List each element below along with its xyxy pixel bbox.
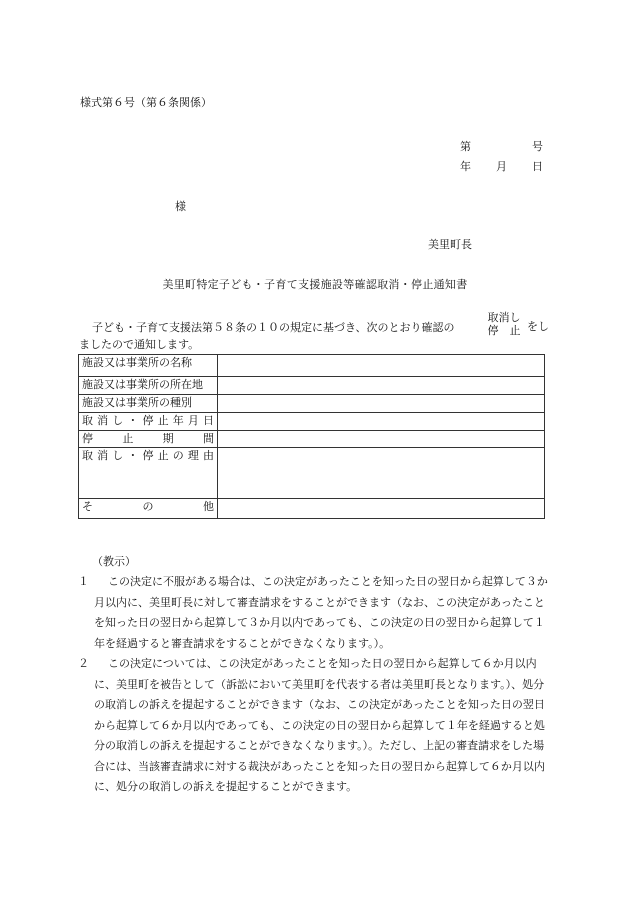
table-row bbox=[79, 448, 545, 499]
choice-suspend: 停 止 bbox=[487, 323, 521, 337]
table-row-label: 停 止 期 間 bbox=[79, 430, 218, 448]
facility-info-table bbox=[78, 354, 545, 519]
table-row-value bbox=[218, 499, 545, 519]
body-text-suffix: をし bbox=[527, 320, 549, 333]
table-row-value bbox=[218, 412, 545, 430]
table-row-label: 施設又は事業所の所在地 bbox=[79, 377, 218, 395]
table-row-value bbox=[218, 355, 545, 377]
notice-item-number: １ bbox=[78, 575, 89, 588]
table-row bbox=[79, 499, 545, 519]
table-row-label: そ の 他 bbox=[79, 499, 218, 519]
table-row-value bbox=[218, 448, 545, 499]
table-row bbox=[79, 412, 545, 430]
choice-cancel: 取消し bbox=[487, 311, 521, 324]
date-month-label: 月 bbox=[496, 160, 507, 173]
notice-item-text: この決定に不服がある場合は、この決定があったことを知った日の翌日から起算して３か月以内に、美里町長に対して審査請求をすることができます（なお、この決定があったことを知った日の翌日から起算して３か月以内であっても、この決定の日の翌日から起算して１年を経過すると審査請求をすることができなくなります。）。 bbox=[94, 575, 548, 650]
issuer-name: 美里町長 bbox=[428, 238, 472, 251]
date-day-label: 日 bbox=[532, 160, 543, 173]
document-title: 美里町特定子ども・子育て支援施設等確認取消・停止通知書 bbox=[162, 278, 468, 291]
table-row bbox=[79, 355, 545, 377]
table-row bbox=[79, 430, 545, 448]
table-row-value bbox=[218, 377, 545, 395]
addressee-honorific: 様 bbox=[175, 200, 186, 213]
table-row-label: 取 消 し ・ 停 止 年 月 日 bbox=[79, 412, 218, 430]
document-number-suffix: 号 bbox=[532, 140, 543, 153]
body-text-line-1: 子ども・子育て支援法第５８条の１０の規定に基づき、次のとおり確認の bbox=[92, 321, 455, 334]
notice-item bbox=[78, 654, 552, 798]
date-year-label: 年 bbox=[460, 160, 471, 173]
table-row bbox=[79, 377, 545, 395]
notice-item-text: この決定については、この決定があったことを知った日の翌日から起算して６か月以内に、美里町を被告として（訴訟において美里町を代表する者は美里町長となります。）、処分の取消しの訴えを提起することができます（なお、この決定があったことを知った日の翌日から起算して６か月以内であっても、この決定の日の翌日から起算して１年を経過すると処分の取消しの訴えを提起することができなくなります。）。ただし、上記の審査請求をした場合には、当該審査請求に対する裁決があったことを知った日の翌日から起算して６か月以内に、処分の取消しの訴えを提起することができます。 bbox=[94, 657, 545, 793]
notice-item bbox=[78, 572, 552, 654]
document-number-label: 第 bbox=[460, 140, 471, 153]
notice-item-number: ２ bbox=[78, 657, 89, 670]
notice-heading: （教示） bbox=[92, 555, 136, 568]
table-row-value bbox=[218, 394, 545, 412]
table-row-label: 施設又は事業所の種別 bbox=[79, 394, 218, 412]
form-id: 様式第６号（第６条関係） bbox=[80, 96, 212, 109]
cancel-suspend-choice bbox=[484, 312, 524, 337]
table-row-value bbox=[218, 430, 545, 448]
table-row-label: 施設又は事業所の名称 bbox=[79, 355, 218, 377]
body-text-line-2: ましたので通知します。 bbox=[79, 338, 200, 351]
table-row-label: 取 消 し ・ 停 止 の 理 由 bbox=[79, 448, 218, 499]
table-row bbox=[79, 394, 545, 412]
